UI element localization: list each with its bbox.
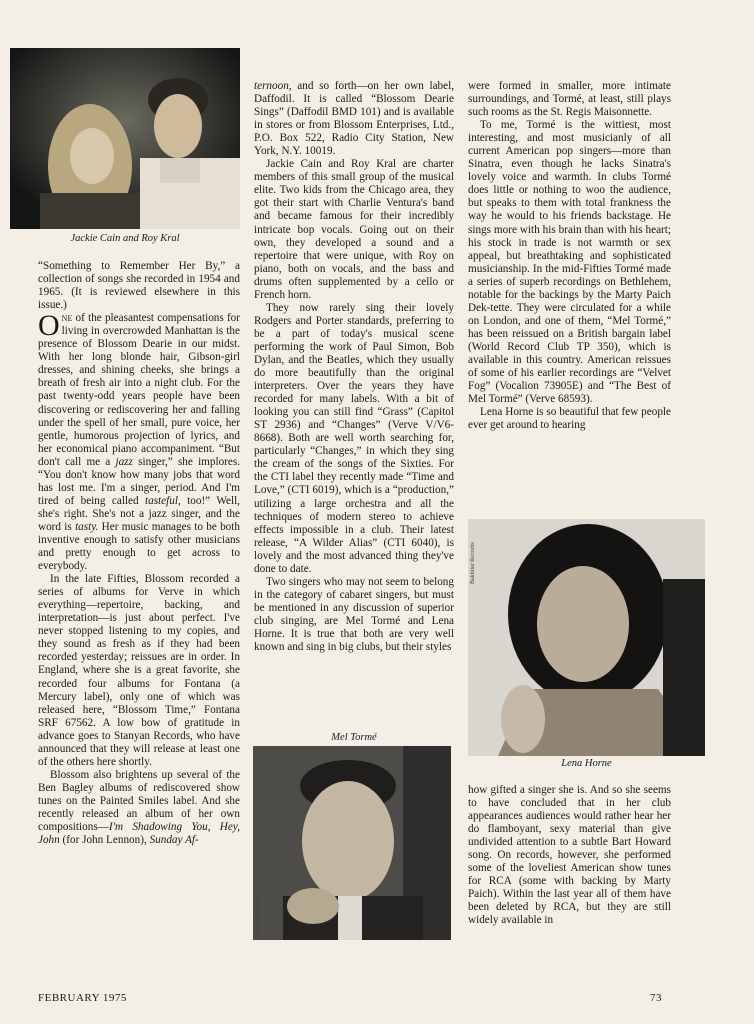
italic-run: ternoon, (254, 80, 292, 92)
text-run: Blossom also brightens up several of the Ben Bagley albums of rediscovered show tunes on the Painted Smiles label. And she recently released an album of her own compositions— (38, 768, 240, 834)
italic-run: I'm Shadowing You, Hey, John (38, 821, 240, 847)
text-run: too!” Well, she's right. She's not a jazz singer, and the word is (38, 494, 240, 533)
credit-torme: Columbia Records (255, 895, 261, 940)
col1-paragraph-2 (38, 309, 241, 573)
italic-run: Sunday Af- (149, 834, 199, 847)
italic-run: tasteful, (145, 494, 181, 507)
text-run: Her music manages to be both inventive enough to satisfy other musicians and pretty enough to get across to everybody. (38, 520, 240, 573)
italic-run: jazz (115, 455, 133, 468)
credit-horne: Bakhtiar Records (470, 542, 476, 584)
caption-horne: Lena Horne (561, 758, 612, 769)
page-number: 73 (650, 992, 662, 1004)
column-2 (254, 80, 454, 654)
col3-paragraph-2: To me, Tormé is the wittiest, most interesting, and most musicianly of all current American pop singers—more than Sinatra, even though he lacks Sinatra's lovely voice and warmth. In clubs Tormé does little or nothing to woo the audience, but speaks to them with total frankness the way he would to his friends backstage. He sings more with his brain than with his heart; his stock in trade is not warmth or sex appeal, but breathtaking and sophisticated musicianship. In the mid-Fifties Tormé made a series of superb recordings on Bethlehem, notable for the backings by the Marty Paich Dek-tette. They were circulated for a while on London, and one of them, “Mel Tormé,” has been reissued on a British bargain label (World Record Club TP 350), which is available in this country. American reissues of some of his earlier recordings are “Velvet Fog” (Vocalion 73905E) and “The Best of Mel Tormé” (Verve 68593). (468, 119, 671, 406)
column-3 (468, 80, 671, 432)
footer-date: FEBRUARY 1975 (38, 992, 127, 1004)
text-run: (for John Lennon), (59, 834, 150, 847)
col2-paragraph-3: They now rarely sing their lovely Rodgers and Porter standards, preferring to be a part of today's musical scene performing the work of Paul Simon, Bob Dylan, and the Beatles, which they usually do more beautifully than the original interpreters. Over the years they have recorded for many labels. With a bit of looking you can still find “Grass” (Capitol ST 2936) and “Changes” (Verve V/V6-8668). Both are well worth searching for, particularly “Changes,” in which they sing the cream of the songs of the Sixties. For the CTI label they recently made “Time and Love,” (CTI 6019), which is a “production,” utilizing a large orchestra and all the techniques of modern stereo to achieve effects impossible in a club. Their latest release, “A Wilder Alias” (CTI 6040), is lovely and the most advanced thing they've done to date. (254, 301, 454, 575)
col3-paragraph-3: Lena Horne is so beautiful that few people ever get around to hearing (468, 406, 671, 432)
col3-paragraph-4: how gifted a singer she is. And so she seems to have concluded that in her club appearances audiences would rather hear her do flamboyant, sexy material than give undivided attention to a subtle Bart Howard song. On records, however, she performed some of the loveliest American show tunes for RCA (some with backing by Marty Paich). Within the last year all of them have been deleted by RCA, but they are still widely available in (468, 784, 671, 927)
text-run: singer,” she implores. “You don't know how many jobs that word has lost me. I'm a singer, period. And I'm tired of being called (38, 455, 241, 507)
photo-mel-torme (253, 746, 451, 940)
caption-cain-kral: Jackie Cain and Roy Kral (70, 233, 180, 244)
col1-paragraph-1: “Something to Remember Her By,” a collection of songs she recorded in 1954 and 1965. (It is reviewed elsewhere in this issue.) (38, 260, 240, 312)
column-3-continued (468, 784, 671, 928)
photo-lena-horne (468, 519, 705, 756)
col2-paragraph-1 (254, 80, 454, 158)
column-1 (38, 260, 240, 847)
text-run: and so forth—on her own label, Daffodil. It is called “Blossom Dearie Sings” (Daffodil BMD 101) and is available in stores or from Blossom Enterprises, Ltd., P.O. Box 522, Radio City Station, New York, N.Y. 10019. (254, 80, 454, 158)
caption-torme: Mel Tormé (331, 732, 377, 743)
col2-paragraph-4: Two singers who may not seem to belong in the category of cabaret singers, but must be mentioned in any discussion of superior club singing, are Mel Tormé and Lena Horne. It is true that both are very well known and sing in big clubs, but their styles (254, 575, 454, 654)
col3-paragraph-1: were formed in smaller, more intimate surroundings, and Tormé, at least, still plays such rooms as the St. Regis Maisonnette. (468, 80, 671, 119)
col1-paragraph-3: In the late Fifties, Blossom recorded a series of albums for Verve in which everything—repertoire, backing, and interpretation—is just about perfect. I've never stopped listening to my copies, and they sound as fresh as if they had been recorded yesterday; reissues are in order. In England, where she is a great favorite, she recorded four albums for Fontana (a Mercury label), only one of which was released here, “Blossom Time,” Fontana SRF 67562. A low bow of gratitude in advance goes to Stanyan Records, who have announced that they will release at least one of the others here shortly. (38, 573, 240, 768)
col1-paragraph-4 (38, 769, 240, 847)
col2-paragraph-2: Jackie Cain and Roy Kral are charter members of this small group of the musical elite. Two kids from the Chicago area, they got their start with Charlie Ventura's band and became famous for their incredibly intricate bop vocals. Going out on their own, they developed a sound and a repertoire that were unique, with Roy on piano, both on vocals, and the bass and drums often supplemented by a cello or French horn. (254, 158, 454, 301)
drop-cap: O (38, 309, 60, 343)
text-run: of the pleasantest compensations for living in overcrowded Manhattan is the presence of Blossom Dearie in our midst. With her long blonde hair, Gibson-girl dresses, and shining cheeks, she brings a breath of fresh air into a night club. For the past twenty-odd years people have been discovering or rediscovering her and falling under the spell of her small, pure voice, her gentle, humorous projection of lyrics, and her economical piano accompaniment. “But don't call me a (38, 312, 240, 468)
small-caps-opening: ne (61, 312, 73, 325)
italic-run: tasty. (75, 520, 99, 533)
photo-jackie-cain-roy-kral (10, 48, 240, 229)
